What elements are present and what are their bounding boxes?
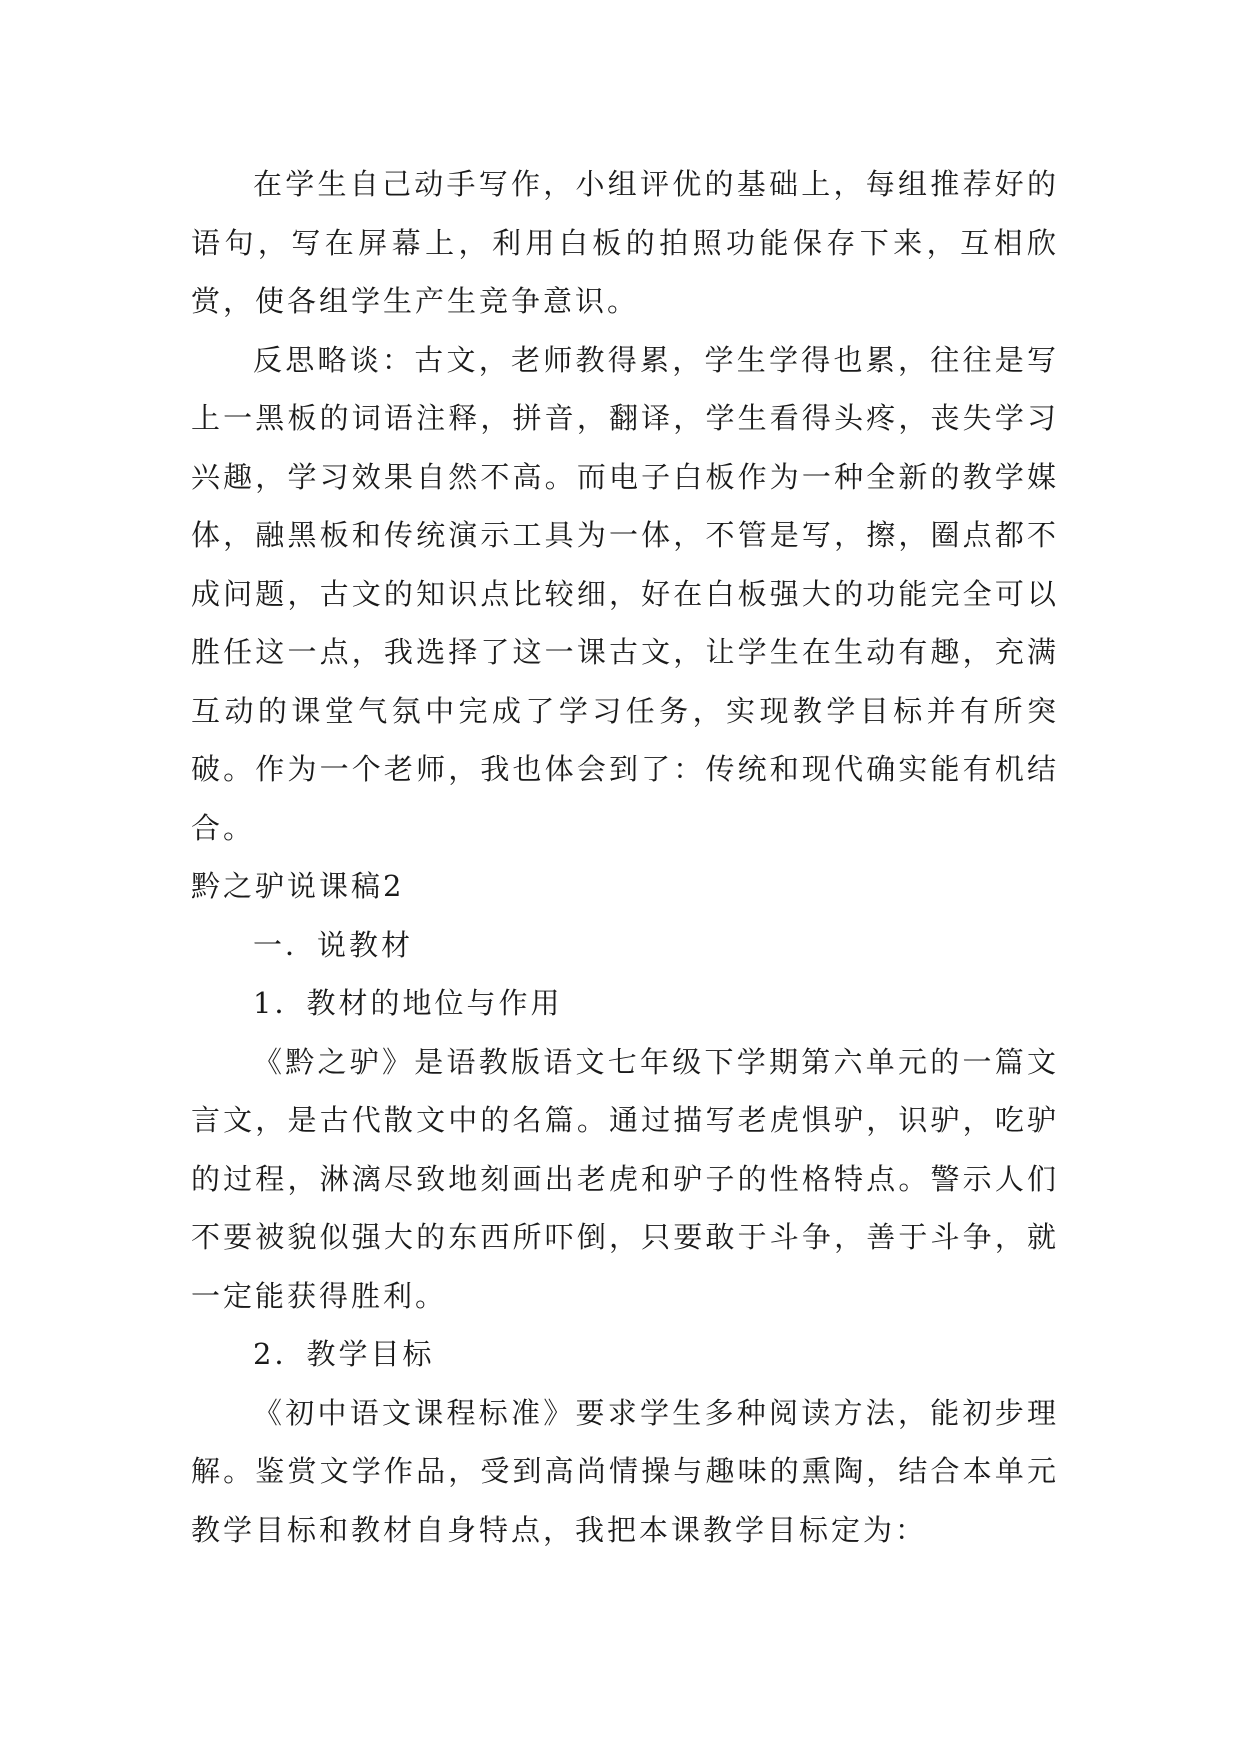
section-heading-textbook: 一．说教材 [253, 927, 414, 962]
document-body [191, 155, 1059, 1559]
paragraph-textbook-description: 《黔之驴》是语教版语文七年级下学期第六单元的一篇文言文，是古代散文中的名篇。通过描写老虎惧驴，识驴，吃驴的过程，淋漓尽致地刻画出老虎和驴子的性格特点。警示人们不要被貌似强大的东西所吓倒，只要敢于斗争，善于斗争，就一定能获得胜利。 [191, 1044, 1059, 1313]
subheading-goals: 2．教学目标 [253, 1337, 435, 1371]
paragraph-writing-activity: 在学生自己动手写作，小组评优的基础上，每组推荐好的语句，写在屏幕上，利用白板的拍照功能保存下来，互相欣赏，使各组学生产生竞争意识。 [191, 167, 1059, 318]
subheading-role: 1．教材的地位与作用 [253, 986, 563, 1020]
paragraph-reflection: 反思略谈：古文，老师教得累，学生学得也累，往往是写上一黑板的词语注释，拼音，翻译，学生看得头疼，丧失学习兴趣，学习效果自然不高。而电子白板作为一种全新的教学媒体，融黑板和传统演示工具为一体，不管是写，擦，圈点都不成问题，古文的知识点比较细，好在白板强大的功能完全可以胜任这一点，我选择了这一课古文，让学生在生动有趣，充满互动的课堂气氛中完成了学习任务，实现教学目标并有所突破。作为一个老师，我也体会到了：传统和现代确实能有机结合。 [191, 342, 1059, 845]
section-title: 黔之驴说课稿2 [191, 869, 405, 903]
paragraph-curriculum-standard: 《初中语文课程标准》要求学生多种阅读方法，能初步理解。鉴赏文学作品，受到高尚情操与趣味的熏陶，结合本单元教学目标和教材自身特点，我把本课教学目标定为： [191, 1395, 1059, 1547]
